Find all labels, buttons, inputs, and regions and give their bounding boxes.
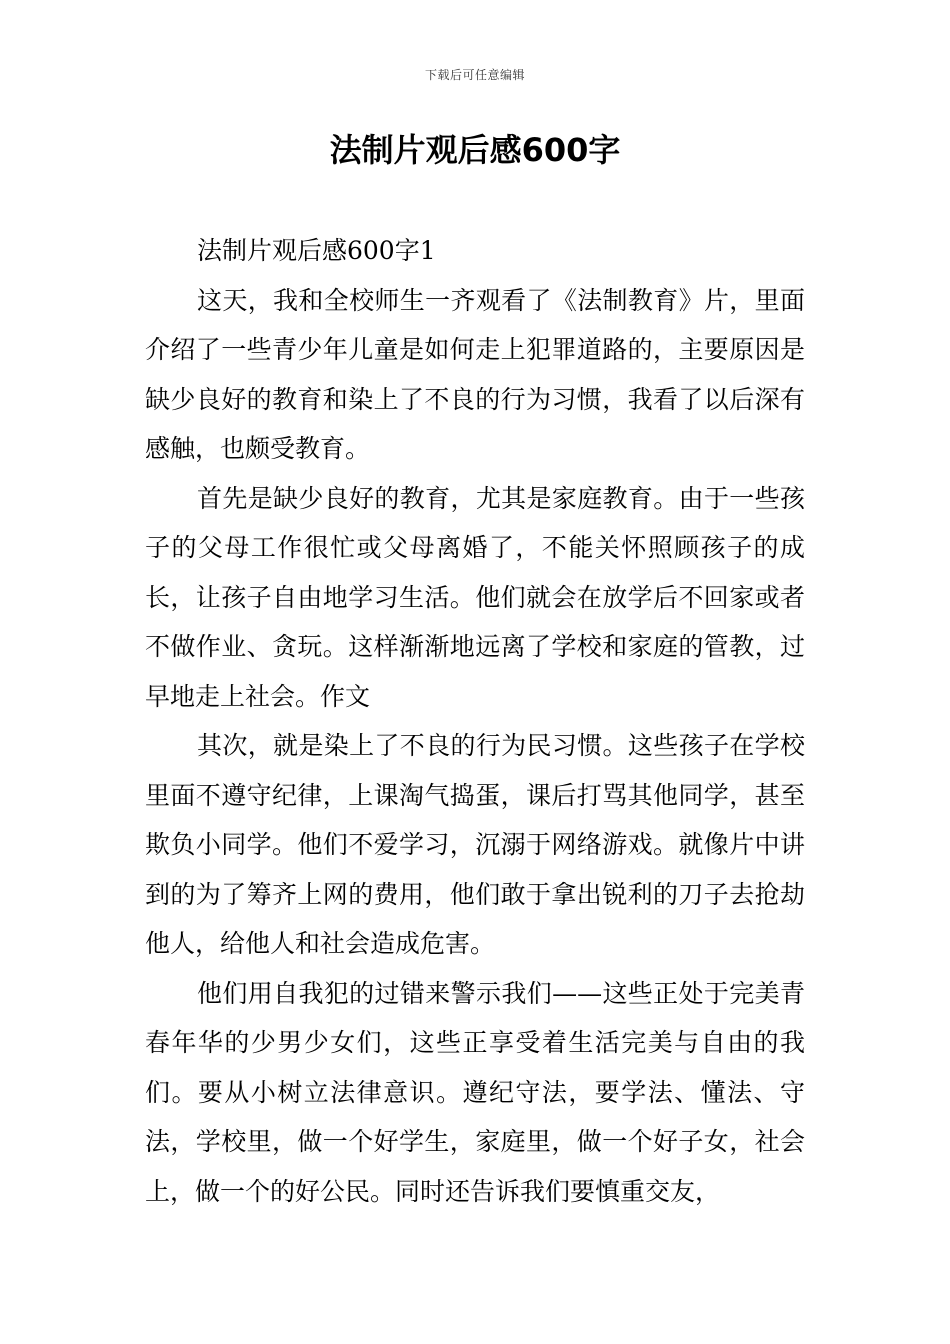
page-header-note: 下载后可任意编辑: [424, 68, 525, 82]
body-paragraph: 首先是缺少良好的教育，尤其是家庭教育。由于一些孩子的父母工作很忙或父母离婚了，不能关怀照顾孩子的成长，让孩子自由地学习生活。他们就会在放学后不回家或者不做作业、贪玩。这样渐渐地远离了学校和家庭的管教，过早地走上社会。作文: [145, 483, 805, 711]
body-paragraph: 这天，我和全校师生一齐观看了《法制教育》片，里面介绍了一些青少年儿童是如何走上犯罪道路的，主要原因是缺少良好的教育和染上了不良的行为习惯，我看了以后深有感触，也颇受教育。: [145, 285, 805, 463]
document-title: 法制片观后感600字: [329, 131, 621, 169]
body-paragraph: 其次，就是染上了不良的行为民习惯。这些孩子在学校里面不遵守纪律，上课淘气捣蛋，课后打骂其他同学，甚至欺负小同学。他们不爱学习，沉溺于网络游戏。就像片中讲到的为了筹齐上网的费用，他们敢于拿出锐利的刀子去抢劫他人，给他人和社会造成危害。: [145, 731, 805, 958]
body-paragraph: 他们用自我犯的过错来警示我们——这些正处于完美青春年华的少男少女们，这些正享受着生活完美与自由的我们。要从小树立法律意识。遵纪守法，要学法、懂法、守法，学校里，做一个好学生，家庭里，做一个好子女，社会上，做一个的好公民。同时还告诉我们要慎重交友，: [145, 978, 805, 1206]
document-body: [145, 226, 805, 1216]
subtitle-paragraph: 法制片观后感600字1: [197, 236, 436, 265]
